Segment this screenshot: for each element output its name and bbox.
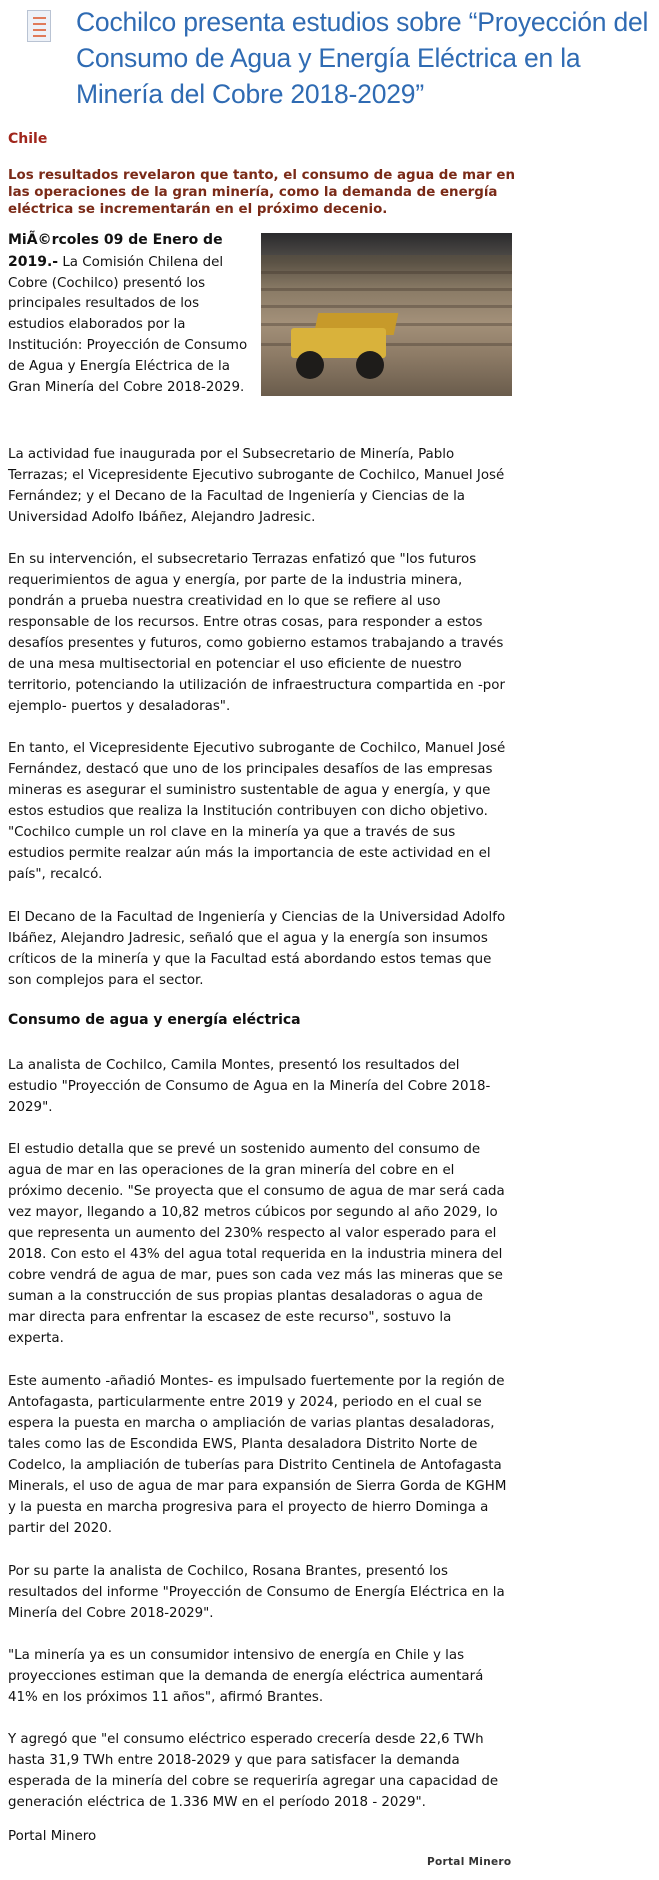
paragraph-7: Este aumento -añadió Montes- es impulsado fuertemente por la región de Antofagasta, particularmente entre 2019 y 2024, periodo en el cual se espera la puesta en marcha o ampliación de varias plantas desaladoras, tales como las de Escondida EWS, Planta desaladora Distrito Norte de Codelco, la ampliación de tuberías para Distrito Centinela de Antofagasta Minerals, el uso de agua de mar para expansión de Sierra Gorda de KGHM y la puesta en marcha progresiva para el proyecto de hierro Dominga a partir del 2020. [8, 1374, 507, 1536]
paragraph-2: En su intervención, el subsecretario Terrazas enfatizó que "los futuros requerimientos de agua y energía, por parte de la industria minera, pondrán a prueba nuestra creatividad en lo que se refiere al uso responsable de los recursos. Entre otras cosas, para responder a estos desafíos presentes y futuros, como gobierno estamos trabajando a través de una mesa multisectorial en potenciar el uso eficiente de nuestro territorio, potenciando la utilización de infraestructura compartida en -por ejemplo- puertos y desaladoras". [8, 552, 505, 714]
paragraph-3: En tanto, el Vicepresidente Ejecutivo subrogante de Cochilco, Manuel José Fernández, destacó que uno de los principales desafíos de las empresas mineras es asegurar el suministro sustentable de agua y energía, y que estos estudios que realiza la Institución contribuyen con dicho objetivo. "Cochilco cumple un rol clave en la minería ya que a través de sus estudios permite realzar aún más la importancia de este actividad en el país", recalcó. [8, 741, 506, 882]
mining-truck-photo [261, 233, 512, 396]
intro-text: La Comisión Chilena del Cobre (Cochilco) presentó los principales resultados de los estudios elaborados por la Institución: Proyección de Consumo de Agua y Energía Eléctrica de la Gran Minería del Cobre 2018-2029. [8, 254, 248, 395]
article-byline: Portal Minero [8, 1829, 97, 1844]
article-lead: Los resultados revelaron que tanto, el consumo de agua de mar en las operaciones de la gran minería, como la demanda de energía eléctrica se incrementarán en el próximo decenio. [8, 168, 516, 217]
article-intro [8, 230, 248, 398]
paragraph-10: Y agregó que "el consumo eléctrico esperado crecería desde 22,6 TWh hasta 31,9 TWh entre 2018-2029 y que para satisfacer la demanda esperada de la minería del cobre se requeriría agregar una capacidad de generación eléctrica de 1.336 MW en el período 2018 - 2029". [8, 1732, 499, 1810]
country-label: Chile [8, 131, 48, 147]
paragraph-6: El estudio detalla que se prevé un sostenido aumento del consumo de agua de mar en las operaciones de la gran minería del cobre en el próximo decenio. "Se proyecta que el consumo de agua de mar será cada vez mayor, llegando a 10,82 metros cúbicos por segundo al año 2029, lo que representa un aumento del 230% respecto al valor esperado para el 2018. Con esto el 43% del agua total requerida en la industria minera del cobre vendrá de agua de mar, pues son cada vez más las mineras que se suman a la construcción de sus propias plantas desaladoras o agua de mar directa para enfrentar la escasez de este recurso", sostuvo la experta. [8, 1142, 505, 1346]
document-icon [27, 10, 51, 42]
paragraph-4: El Decano de la Facultad de Ingeniería y Ciencias de la Universidad Adolfo Ibáñez, Alejandro Jadresic, señaló que el agua y la energía son insumos críticos de la minería y que la Facultad está abordando estos temas que son complejos para el sector. [8, 910, 506, 988]
article-date: MiÃ©rcoles 09 de Enero de 2019.- [8, 232, 223, 270]
source-footer: Portal Minero [427, 1856, 512, 1868]
paragraph-5: La analista de Cochilco, Camila Montes, presentó los resultados del estudio "Proyección de Consumo de Agua en la Minería del Cobre 2018-2029". [8, 1058, 491, 1115]
paragraph-8: Por su parte la analista de Cochilco, Rosana Brantes, presentó los resultados del informe "Proyección de Consumo de Energía Eléctrica en la Minería del Cobre 2018-2029". [8, 1564, 505, 1621]
paragraph-1: La actividad fue inaugurada por el Subsecretario de Minería, Pablo Terrazas; el Vicepresidente Ejecutivo subrogante de Cochilco, Manuel José Fernández; y el Decano de la Facultad de Ingeniería y Ciencias de la Universidad Adolfo Ibáñez, Alejandro Jadresic. [8, 447, 505, 525]
section-subheading: Consumo de agua y energía eléctrica [8, 1012, 301, 1028]
paragraph-9: "La minería ya es un consumidor intensivo de energía en Chile y las proyecciones estiman que la demanda de energía eléctrica aumentará 41% en los próximos 11 años", afirmó Brantes. [8, 1648, 484, 1705]
article-title: Cochilco presenta estudios sobre “Proyección del Consumo de Agua y Energía Eléctrica en la Minería del Cobre 2018-2029” [76, 7, 649, 109]
